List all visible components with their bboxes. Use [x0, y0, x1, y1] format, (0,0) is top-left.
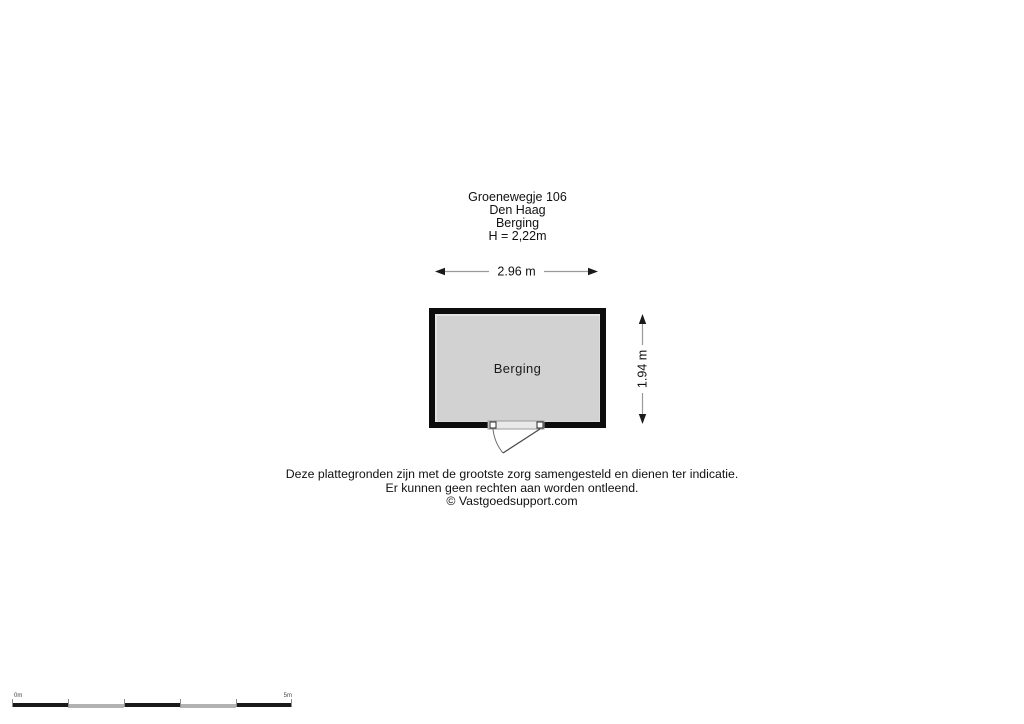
- scale-segment: [124, 703, 180, 707]
- scale-tick: [12, 699, 13, 707]
- ceiling-height-line: H = 2,22m: [488, 229, 547, 243]
- scale-segment: [236, 703, 292, 707]
- height-dimension: [635, 314, 650, 424]
- door-swing-arc: [493, 429, 503, 453]
- arrowhead-right-icon: [588, 268, 598, 275]
- room-label: Berging: [493, 360, 542, 376]
- door-jamb-right: [537, 422, 543, 428]
- title-block: [330, 191, 705, 243]
- door-leaf: [503, 429, 540, 453]
- width-dimension-arrow-icon: [435, 264, 598, 279]
- scale-tick: [180, 699, 181, 707]
- scale-tick: [124, 699, 125, 707]
- scale-segment: [180, 704, 236, 708]
- disclaimer: [0, 468, 1024, 509]
- city-line: Den Haag: [489, 203, 546, 217]
- plan-name-line: Berging: [495, 216, 540, 230]
- arrowhead-down-icon: [639, 414, 646, 424]
- door-icon: [480, 416, 560, 464]
- scale-tick: [68, 699, 69, 707]
- width-dimension-label: 2.96 m: [497, 264, 536, 279]
- scale-tick: [291, 699, 292, 707]
- arrowhead-up-icon: [639, 314, 646, 324]
- scale-segment: [68, 704, 124, 708]
- scale-tick: [236, 699, 237, 707]
- width-dimension: [435, 264, 598, 279]
- scale-start-label: 0m: [14, 693, 23, 699]
- disclaimer-line-1: Deze plattegronden zijn met de grootste zorg samengesteld en dienen ter indicatie.: [285, 467, 739, 481]
- scale-end-label: 5m: [283, 693, 292, 699]
- disclaimer-line-2: Er kunnen geen rechten aan worden ontleend.: [385, 480, 639, 495]
- height-dimension-label: 1.94 m: [635, 349, 650, 389]
- copyright-line: © Vastgoedsupport.com: [446, 494, 578, 508]
- scale-bar-segments: [12, 703, 292, 707]
- room-berging: [429, 308, 606, 428]
- door-jamb-left: [490, 422, 496, 428]
- scale-bar: [12, 695, 292, 707]
- arrowhead-left-icon: [435, 268, 445, 275]
- height-dimension-arrow-icon: [635, 314, 650, 424]
- scale-segment: [12, 703, 68, 707]
- address-line: Groenewegje 106: [468, 190, 567, 204]
